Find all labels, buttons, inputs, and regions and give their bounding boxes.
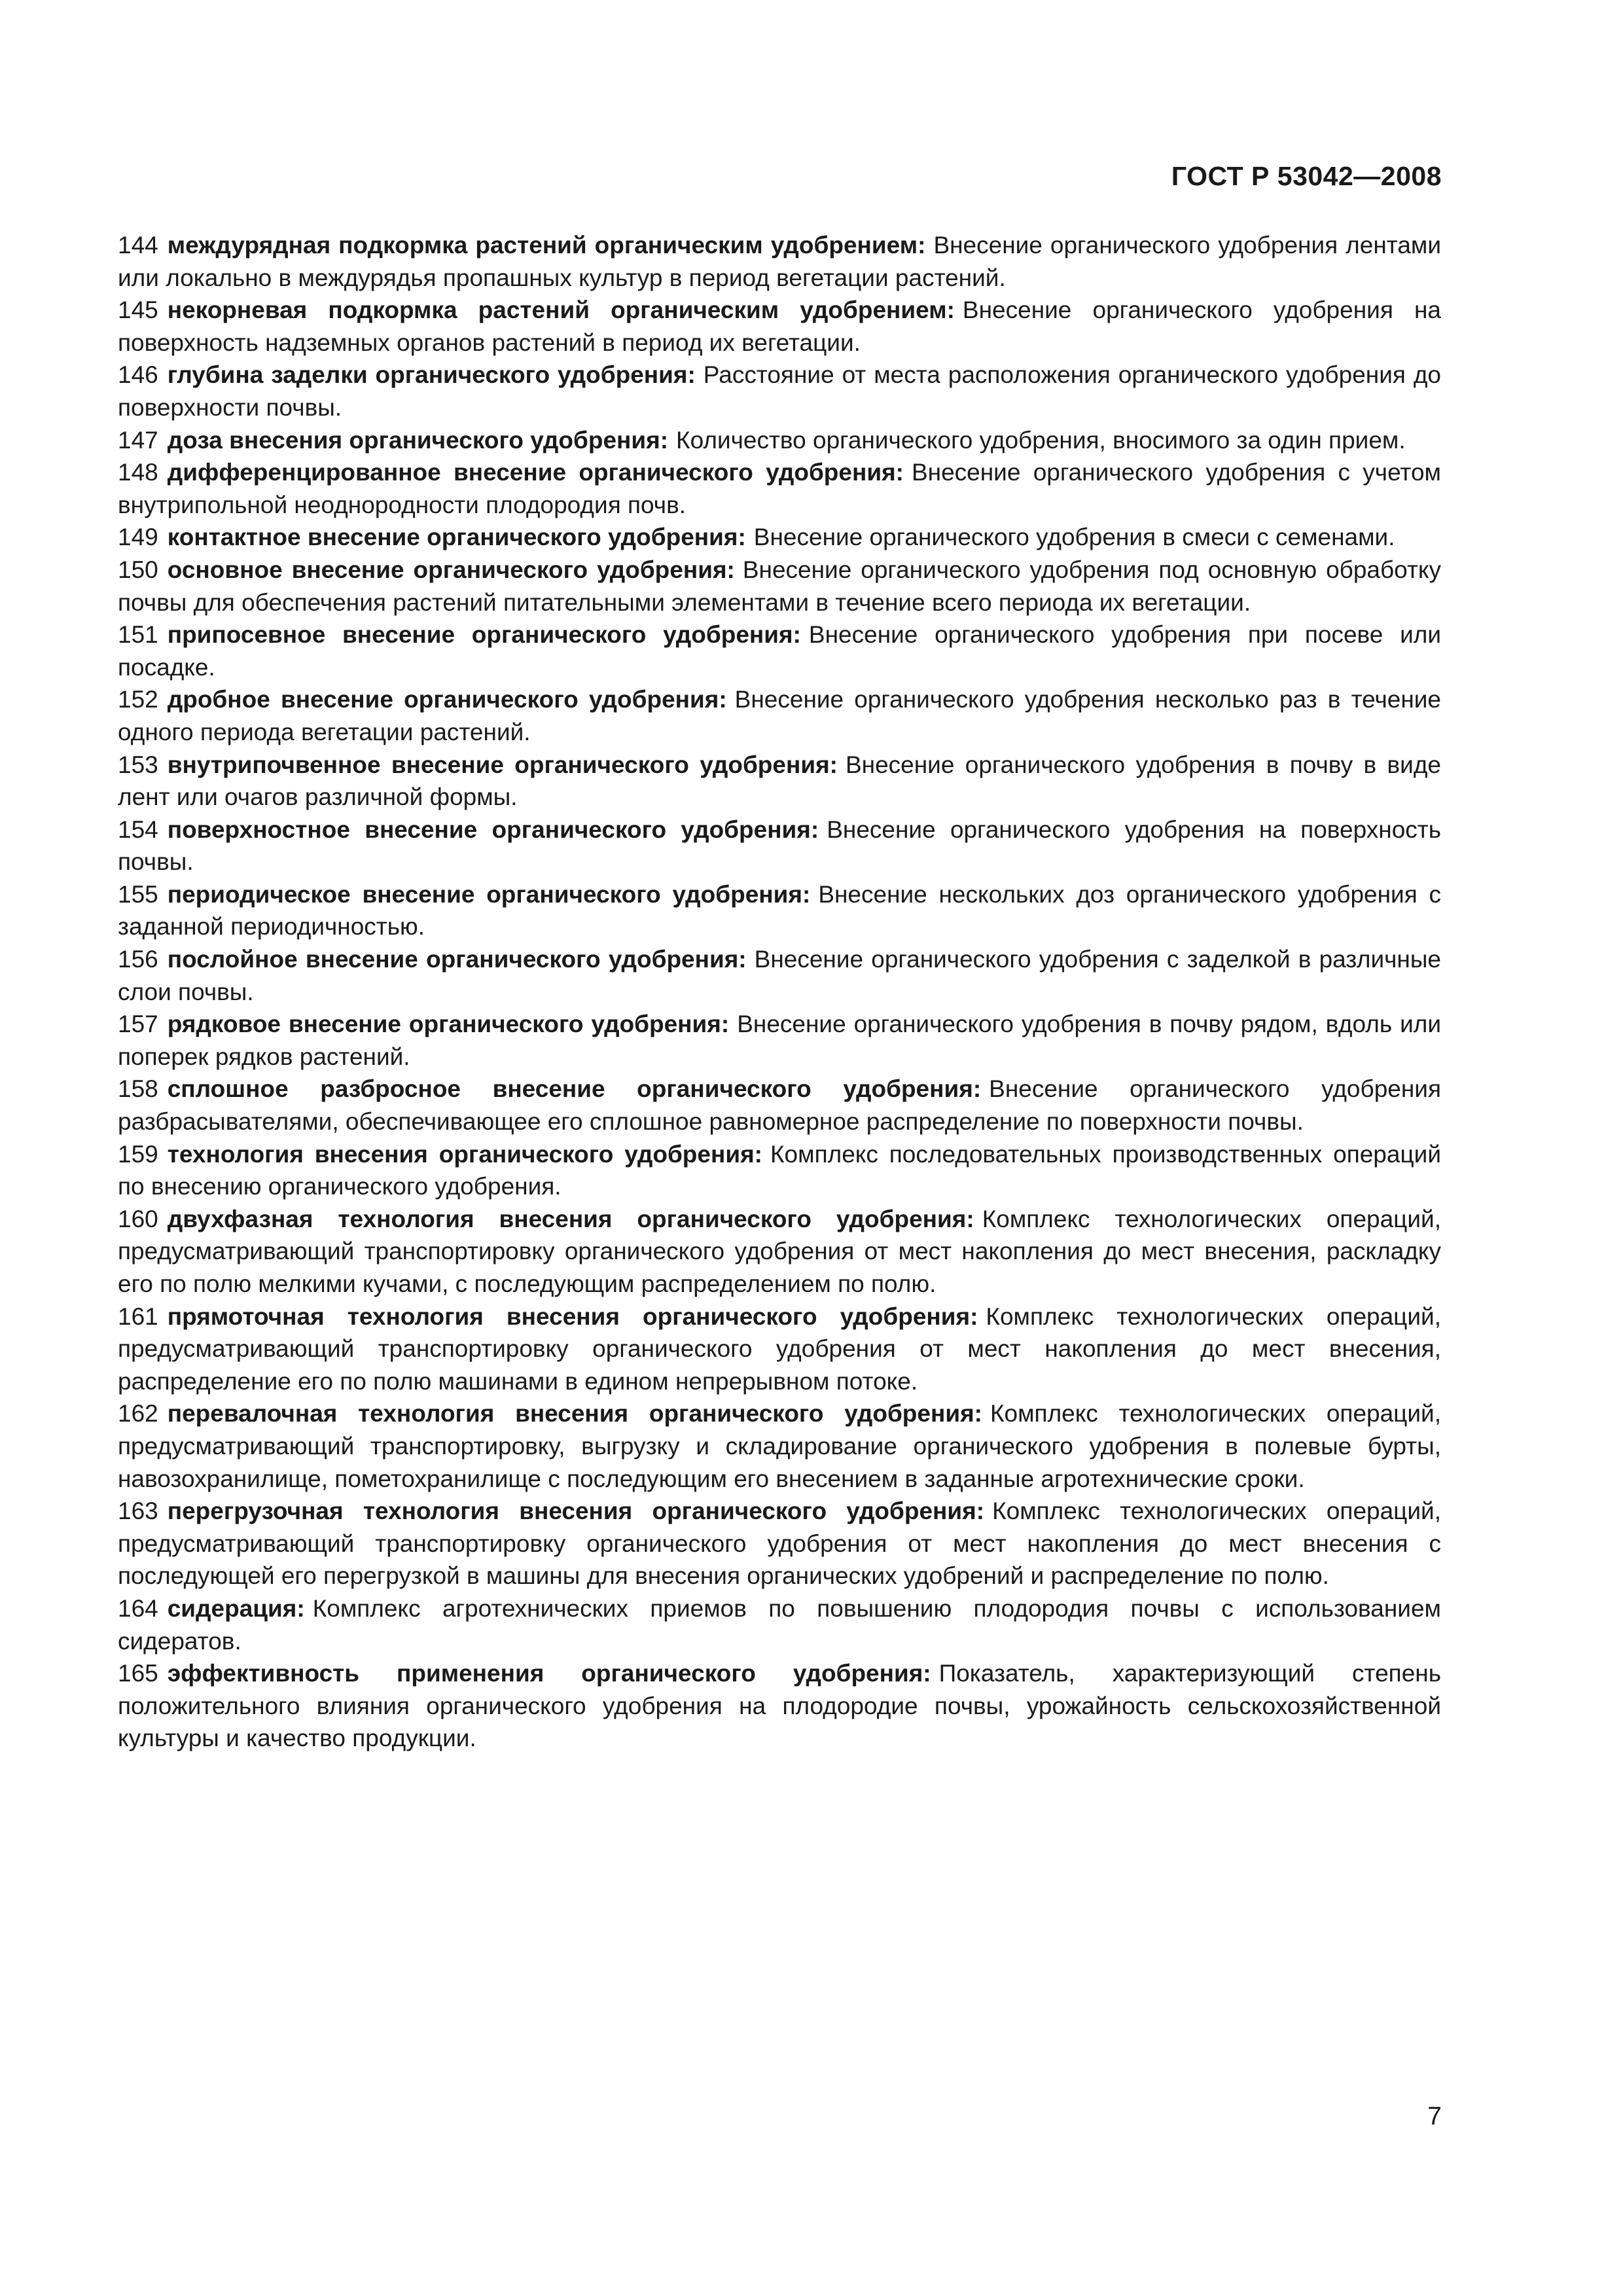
entry-definition: Внесение органического удобрения на поверхность почвы.: [118, 816, 1441, 876]
definition-entry-153: [118, 749, 1441, 814]
definitions-list: [118, 229, 1441, 1755]
entry-number: 153: [118, 751, 158, 778]
entry-number: 145: [118, 296, 158, 324]
entry-definition: Комплекс технологических операций, предусматривающий транспортировку органического удобрения от мест накопления до мест внесения с последующей его перегрузкой в машины для внесения органических удобрений и распределение по полю.: [118, 1498, 1441, 1590]
entry-number: 157: [118, 1011, 158, 1038]
definition-entry-151: [118, 619, 1441, 683]
entry-term: доза внесения органического удобрения:: [167, 426, 669, 454]
entry-definition: Комплекс технологических операций, предусматривающий транспортировку, выгрузку и складирование органического удобрения в полевые бурты, навозохранилище, пометохранилище с последующим его внесением в заданные агротехнические сроки.: [118, 1400, 1441, 1492]
entry-term: рядковое внесение органического удобрения:: [167, 1011, 730, 1038]
entry-term: основное внесение органического удобрения:: [167, 556, 735, 583]
definition-entry-159: [118, 1138, 1441, 1203]
entry-number: 150: [118, 556, 158, 583]
definition-entry-146: [118, 359, 1441, 423]
entry-term: внутрипочвенное внесение органического удобрения:: [167, 751, 838, 778]
entry-number: 146: [118, 361, 158, 389]
entry-number: 159: [118, 1140, 158, 1168]
entry-term: некорневая подкормка растений органическим удобрением:: [167, 296, 955, 324]
entry-definition: Комплекс технологических операций, предусматривающий транспортировку органического удобрения от мест накопления до мест внесения, распределение его по полю машинами в едином непрерывном потоке.: [118, 1302, 1441, 1395]
entry-definition: Показатель, характеризующий степень положительного влияния органического удобрения на плодородие почвы, урожайность сельскохозяйственной культуры и качество продукции.: [118, 1660, 1441, 1752]
entry-number: 162: [118, 1400, 158, 1427]
entry-term: перегрузочная технология внесения органического удобрения:: [167, 1498, 985, 1525]
definition-entry-165: [118, 1657, 1441, 1755]
entry-number: 148: [118, 459, 158, 486]
definition-entry-157: [118, 1008, 1441, 1073]
entry-definition: Расстояние от места расположения органического удобрения до поверхности почвы.: [118, 361, 1441, 421]
entry-definition: Внесение органического удобрения с заделкой в различные слои почвы.: [118, 946, 1441, 1005]
document-id-header: ГОСТ Р 53042—2008: [1171, 161, 1442, 191]
entry-term: технология внесения органического удобрения:: [167, 1140, 762, 1168]
entry-number: 158: [118, 1075, 158, 1103]
definition-entry-155: [118, 878, 1441, 943]
definition-entry-156: [118, 943, 1441, 1008]
definition-entry-149: [118, 521, 1441, 554]
entry-term: контактное внесение органического удобрения:: [167, 524, 746, 551]
definition-entry-147: [118, 424, 1441, 457]
entry-number: 155: [118, 880, 158, 908]
entry-term: поверхностное внесение органического удобрения:: [167, 816, 819, 843]
definition-entry-160: [118, 1203, 1441, 1300]
entry-definition: Количество органического удобрения, вносимого за один прием.: [676, 426, 1406, 454]
entry-definition: Внесение органического удобрения в почву в виде лент или очагов различной формы.: [118, 751, 1441, 811]
definition-entry-158: [118, 1073, 1441, 1138]
entry-definition: Комплекс последовательных производственных операций по внесению органического удобрения.: [118, 1140, 1441, 1200]
page-number: 7: [1427, 2102, 1442, 2130]
definition-entry-164: [118, 1592, 1441, 1657]
entry-term: послойное внесение органического удобрения:: [167, 946, 747, 973]
entry-number: 156: [118, 946, 158, 973]
entry-term: двухфазная технология внесения органического удобрения:: [167, 1205, 974, 1232]
entry-term: сидерация:: [167, 1594, 305, 1622]
entry-number: 161: [118, 1302, 158, 1330]
entry-term: припосевное внесение органического удобрения:: [167, 621, 801, 649]
entry-number: 163: [118, 1498, 158, 1525]
entry-number: 160: [118, 1205, 158, 1232]
entry-term: дробное внесение органического удобрения:: [167, 686, 727, 713]
definition-entry-152: [118, 683, 1441, 748]
entry-definition: Внесение органического удобрения лентами или локально в междурядья пропашных культур в период вегетации растений.: [118, 232, 1442, 291]
definition-entry-144: [118, 229, 1441, 294]
entry-definition: Внесение органического удобрения в смеси с семенами.: [753, 524, 1395, 551]
definition-entry-150: [118, 554, 1441, 619]
entry-definition: Внесение органического удобрения с учетом внутрипольной неоднородности плодородия почв.: [118, 459, 1441, 518]
entry-definition: Внесение органического удобрения на поверхность надземных органов растений в период их вегетации.: [118, 296, 1441, 356]
entry-number: 151: [118, 621, 158, 649]
entry-definition: Внесение органического удобрения при посеве или посадке.: [118, 621, 1442, 681]
entry-term: сплошное разбросное внесение органического удобрения:: [167, 1075, 982, 1103]
entry-term: периодическое внесение органического удобрения:: [167, 880, 811, 908]
entry-term: междурядная подкормка растений органическим удобрением:: [167, 232, 926, 259]
entry-term: глубина заделки органического удобрения:: [167, 361, 696, 389]
entry-term: эффективность применения органического удобрения:: [167, 1660, 931, 1687]
entry-definition: Внесение нескольких доз органического удобрения с заданной периодичностью.: [118, 880, 1441, 941]
entry-definition: Комплекс технологических операций, предусматривающий транспортировку органического удобрения от мест накопления до мест внесения, раскладку его по полю мелкими кучами, с последующим распределением по полю.: [118, 1205, 1441, 1297]
definition-entry-154: [118, 814, 1441, 878]
entry-term: дифференцированное внесение органического удобрения:: [167, 459, 904, 486]
entry-number: 147: [118, 426, 158, 454]
definition-entry-145: [118, 294, 1441, 359]
definition-entry-161: [118, 1300, 1441, 1398]
entry-number: 164: [118, 1594, 158, 1622]
entry-number: 152: [118, 686, 158, 713]
definition-entry-148: [118, 456, 1441, 521]
entry-definition: Внесение органического удобрения в почву рядом, вдоль или поперек рядков растений.: [118, 1011, 1442, 1070]
entry-definition: Внесение органического удобрения несколько раз в течение одного периода вегетации растений.: [118, 686, 1442, 745]
entry-number: 149: [118, 524, 158, 551]
definition-entry-163: [118, 1495, 1441, 1592]
definition-entry-162: [118, 1397, 1441, 1495]
entry-number: 165: [118, 1660, 158, 1687]
entry-definition: Комплекс агротехнических приемов по повышению плодородия почвы с использованием сидератов.: [118, 1594, 1441, 1655]
entry-definition: Внесение органического удобрения под основную обработку почвы для обеспечения растений питательными элементами в течение всего периода их вегетации.: [118, 556, 1441, 616]
entry-term: перевалочная технология внесения органического удобрения:: [167, 1400, 982, 1427]
entry-number: 154: [118, 816, 158, 843]
entry-term: прямоточная технология внесения органического удобрения:: [167, 1302, 978, 1330]
entry-number: 144: [118, 232, 158, 259]
entry-definition: Внесение органического удобрения разбрасывателями, обеспечивающее его сплошное равномерное распределение по поверхности почвы.: [118, 1075, 1441, 1136]
